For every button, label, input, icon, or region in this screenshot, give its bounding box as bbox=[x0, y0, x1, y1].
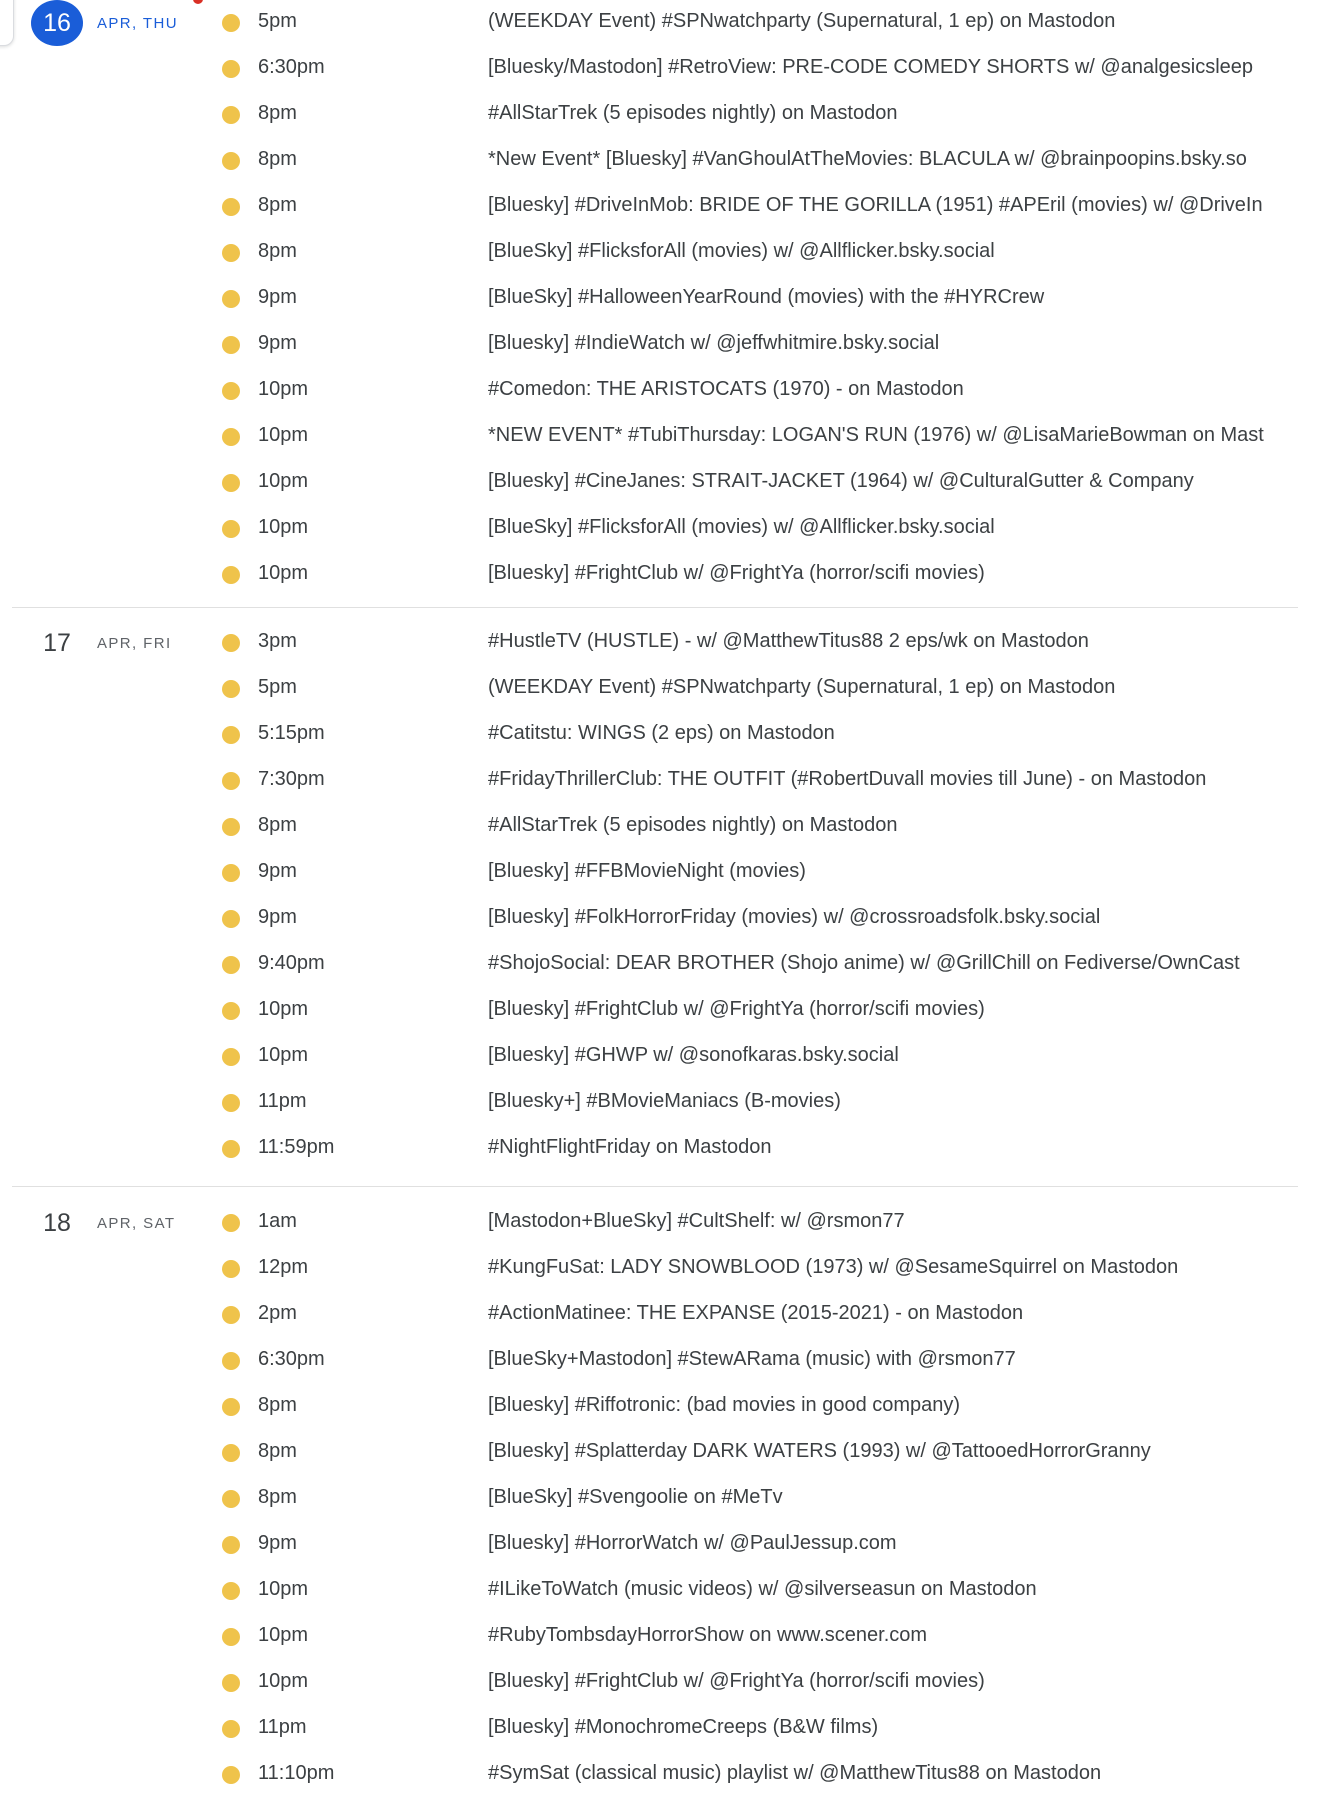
event-title: #Catitstu: WINGS (2 eps) on Mastodon bbox=[488, 722, 835, 744]
event-color-dot bbox=[222, 1536, 240, 1554]
event-row[interactable] bbox=[12, 552, 1298, 598]
event-title: [Bluesky] #CineJanes: STRAIT-JACKET (1964) w/ @CulturalGutter & Company bbox=[488, 470, 1194, 492]
event-color-dot bbox=[222, 1048, 240, 1066]
event-color-dot bbox=[222, 1444, 240, 1462]
event-title: [Bluesky] #FolkHorrorFriday (movies) w/ @crossroadsfolk.bsky.social bbox=[488, 906, 1101, 928]
event-time: 9pm bbox=[258, 906, 297, 928]
event-time: 10pm bbox=[258, 1624, 309, 1646]
event-time: 11:59pm bbox=[258, 1136, 335, 1158]
event-title: #FridayThrillerClub: THE OUTFIT (#RobertDuvall movies till June) - on Mastodon bbox=[488, 768, 1207, 790]
event-time: 10pm bbox=[258, 378, 309, 400]
event-title: [Bluesky] #FFBMovieNight (movies) bbox=[488, 860, 806, 882]
event-row[interactable] bbox=[12, 620, 1298, 666]
event-title: [Bluesky+] #BMovieManiacs (B-movies) bbox=[488, 1090, 841, 1112]
event-title: [BlueSky] #HalloweenYearRound (movies) with the #HYRCrew bbox=[488, 286, 1045, 308]
event-row[interactable] bbox=[12, 230, 1298, 276]
event-title: #Comedon: THE ARISTOCATS (1970) - on Mastodon bbox=[488, 378, 964, 400]
event-time: 10pm bbox=[258, 424, 309, 446]
event-title: [BlueSky] #Svengoolie on #MeTv bbox=[488, 1486, 783, 1508]
event-title: [BlueSky] #FlicksforAll (movies) w/ @Allflicker.bsky.social bbox=[488, 240, 995, 262]
event-title: *New Event* [Bluesky] #VanGhoulAtTheMovies: BLACULA w/ @brainpoopins.bsky.so bbox=[488, 148, 1247, 170]
event-row[interactable] bbox=[12, 184, 1298, 230]
event-title: #AllStarTrek (5 episodes nightly) on Mastodon bbox=[488, 102, 898, 124]
event-color-dot bbox=[222, 1002, 240, 1020]
event-time: 10pm bbox=[258, 1578, 309, 1600]
event-color-dot bbox=[222, 428, 240, 446]
event-row[interactable] bbox=[12, 0, 1298, 46]
event-time: 9pm bbox=[258, 332, 297, 354]
event-title: [Bluesky] #DriveInMob: BRIDE OF THE GORILLA (1951) #APEril (movies) w/ @DriveIn bbox=[488, 194, 1263, 216]
event-color-dot bbox=[222, 474, 240, 492]
event-time: 10pm bbox=[258, 562, 309, 584]
event-color-dot bbox=[222, 634, 240, 652]
event-row[interactable] bbox=[12, 322, 1298, 368]
event-title: #ActionMatinee: THE EXPANSE (2015-2021) - on Mastodon bbox=[488, 1302, 1024, 1324]
event-color-dot bbox=[222, 244, 240, 262]
event-time: 10pm bbox=[258, 1044, 309, 1066]
event-row[interactable] bbox=[12, 414, 1298, 460]
event-title: #HustleTV (HUSTLE) - w/ @MatthewTitus88 2 eps/wk on Mastodon bbox=[488, 630, 1089, 652]
event-row[interactable] bbox=[12, 1430, 1298, 1476]
event-title: #SymSat (classical music) playlist w/ @MatthewTitus88 on Mastodon bbox=[488, 1762, 1102, 1784]
event-title: #NightFlightFriday on Mastodon bbox=[488, 1136, 772, 1158]
event-title: #AllStarTrek (5 episodes nightly) on Mastodon bbox=[488, 814, 898, 836]
event-row[interactable] bbox=[12, 368, 1298, 414]
event-color-dot bbox=[222, 1490, 240, 1508]
day-label: APR, FRI bbox=[97, 634, 172, 652]
event-time: 12pm bbox=[258, 1256, 309, 1278]
event-time: 8pm bbox=[258, 1440, 297, 1462]
event-time: 5pm bbox=[258, 10, 297, 32]
event-row[interactable] bbox=[12, 1338, 1298, 1384]
event-time: 11pm bbox=[258, 1090, 307, 1112]
event-title: [Mastodon+BlueSky] #CultShelf: w/ @rsmon77 bbox=[488, 1210, 905, 1232]
event-time: 8pm bbox=[258, 814, 297, 836]
event-color-dot bbox=[222, 382, 240, 400]
event-row[interactable] bbox=[12, 712, 1298, 758]
day-number[interactable]: 16 bbox=[31, 0, 83, 46]
event-color-dot bbox=[222, 1260, 240, 1278]
day-label: APR, SAT bbox=[97, 1214, 176, 1232]
event-title: [Bluesky] #FrightClub w/ @FrightYa (horror/scifi movies) bbox=[488, 1670, 985, 1692]
event-color-dot bbox=[222, 1628, 240, 1646]
event-time: 5pm bbox=[258, 676, 297, 698]
event-row[interactable] bbox=[12, 1246, 1298, 1292]
event-color-dot bbox=[222, 956, 240, 974]
event-time: 6:30pm bbox=[258, 1348, 325, 1370]
event-time: 9pm bbox=[258, 286, 297, 308]
event-time: 1am bbox=[258, 1210, 297, 1232]
event-title: #ILikeToWatch (music videos) w/ @silverseasun on Mastodon bbox=[488, 1578, 1037, 1600]
event-time: 8pm bbox=[258, 102, 297, 124]
event-title: [Bluesky] #MonochromeCreeps (B&W films) bbox=[488, 1716, 879, 1738]
event-title: [Bluesky] #Splatterday DARK WATERS (1993) w/ @TattooedHorrorGranny bbox=[488, 1440, 1151, 1462]
event-row[interactable] bbox=[12, 506, 1298, 552]
event-color-dot bbox=[222, 566, 240, 584]
event-row[interactable] bbox=[12, 1080, 1298, 1126]
event-color-dot bbox=[222, 290, 240, 308]
day-label: APR, THU bbox=[97, 14, 178, 32]
event-row[interactable] bbox=[12, 988, 1298, 1034]
event-color-dot bbox=[222, 106, 240, 124]
event-time: 8pm bbox=[258, 240, 297, 262]
event-row[interactable] bbox=[12, 1126, 1298, 1172]
event-time: 10pm bbox=[258, 1670, 309, 1692]
event-row[interactable] bbox=[12, 1614, 1298, 1660]
event-time: 10pm bbox=[258, 998, 309, 1020]
day-divider bbox=[12, 607, 1298, 608]
event-color-dot bbox=[222, 1352, 240, 1370]
event-time: 8pm bbox=[258, 1486, 297, 1508]
event-row[interactable] bbox=[12, 1706, 1298, 1752]
event-title: [Bluesky] #FrightClub w/ @FrightYa (horror/scifi movies) bbox=[488, 562, 985, 584]
event-time: 11:10pm bbox=[258, 1762, 335, 1784]
event-color-dot bbox=[222, 1140, 240, 1158]
event-title: #RubyTombsdayHorrorShow on www.scener.com bbox=[488, 1624, 928, 1646]
event-title: *NEW EVENT* #TubiThursday: LOGAN'S RUN (1976) w/ @LisaMarieBowman on Mast bbox=[488, 424, 1264, 446]
event-color-dot bbox=[222, 864, 240, 882]
event-row[interactable] bbox=[12, 1522, 1298, 1568]
event-title: [Bluesky/Mastodon] #RetroView: PRE-CODE COMEDY SHORTS w/ @analgesicsleep bbox=[488, 56, 1254, 78]
event-row[interactable] bbox=[12, 850, 1298, 896]
event-time: 10pm bbox=[258, 470, 309, 492]
event-color-dot bbox=[222, 1720, 240, 1738]
event-time: 9:40pm bbox=[258, 952, 325, 974]
event-time: 2pm bbox=[258, 1302, 297, 1324]
event-row[interactable] bbox=[12, 1292, 1298, 1338]
event-row[interactable] bbox=[12, 896, 1298, 942]
event-color-dot bbox=[222, 198, 240, 216]
event-color-dot bbox=[222, 1766, 240, 1784]
event-row[interactable] bbox=[12, 1752, 1298, 1798]
event-title: (WEEKDAY Event) #SPNwatchparty (Supernatural, 1 ep) on Mastodon bbox=[488, 676, 1116, 698]
event-color-dot bbox=[222, 1214, 240, 1232]
event-title: [Bluesky] #FrightClub w/ @FrightYa (horror/scifi movies) bbox=[488, 998, 985, 1020]
day-number[interactable]: 17 bbox=[43, 628, 71, 657]
event-row[interactable] bbox=[12, 758, 1298, 804]
day-divider bbox=[12, 1186, 1298, 1187]
event-time: 7:30pm bbox=[258, 768, 325, 790]
event-time: 8pm bbox=[258, 148, 297, 170]
event-color-dot bbox=[222, 1398, 240, 1416]
event-title: [Bluesky] #HorrorWatch w/ @PaulJessup.com bbox=[488, 1532, 897, 1554]
event-color-dot bbox=[222, 910, 240, 928]
event-color-dot bbox=[222, 336, 240, 354]
event-row[interactable] bbox=[12, 804, 1298, 850]
event-title: #KungFuSat: LADY SNOWBLOOD (1973) w/ @SesameSquirrel on Mastodon bbox=[488, 1256, 1179, 1278]
event-row[interactable] bbox=[12, 276, 1298, 322]
event-title: [Bluesky] #Riffotronic: (bad movies in good company) bbox=[488, 1394, 961, 1416]
event-row[interactable] bbox=[12, 92, 1298, 138]
event-row[interactable] bbox=[12, 666, 1298, 712]
event-color-dot bbox=[222, 60, 240, 78]
event-color-dot bbox=[222, 152, 240, 170]
event-row[interactable] bbox=[12, 1568, 1298, 1614]
event-color-dot bbox=[222, 726, 240, 744]
event-row[interactable] bbox=[12, 1476, 1298, 1522]
event-color-dot bbox=[222, 1306, 240, 1324]
event-time: 11pm bbox=[258, 1716, 307, 1738]
event-time: 9pm bbox=[258, 860, 297, 882]
event-time: 6:30pm bbox=[258, 56, 325, 78]
event-time: 3pm bbox=[258, 630, 297, 652]
event-title: [Bluesky] #IndieWatch w/ @jeffwhitmire.bsky.social bbox=[488, 332, 940, 354]
event-title: [BlueSky] #FlicksforAll (movies) w/ @Allflicker.bsky.social bbox=[488, 516, 995, 538]
event-color-dot bbox=[222, 1674, 240, 1692]
event-row[interactable] bbox=[12, 942, 1298, 988]
event-color-dot bbox=[222, 1094, 240, 1112]
event-row[interactable] bbox=[12, 460, 1298, 506]
event-row[interactable] bbox=[12, 138, 1298, 184]
event-title: [BlueSky+Mastodon] #StewARama (music) with @rsmon77 bbox=[488, 1348, 1016, 1370]
event-row[interactable] bbox=[12, 46, 1298, 92]
day-number[interactable]: 18 bbox=[43, 1208, 71, 1237]
event-color-dot bbox=[222, 14, 240, 32]
event-time: 5:15pm bbox=[258, 722, 325, 744]
event-title: #ShojoSocial: DEAR BROTHER (Shojo anime) w/ @GrillChill on Fediverse/OwnCast bbox=[488, 952, 1240, 974]
event-time: 10pm bbox=[258, 516, 309, 538]
event-color-dot bbox=[222, 772, 240, 790]
event-time: 8pm bbox=[258, 194, 297, 216]
event-title: (WEEKDAY Event) #SPNwatchparty (Supernatural, 1 ep) on Mastodon bbox=[488, 10, 1116, 32]
event-color-dot bbox=[222, 1582, 240, 1600]
event-color-dot bbox=[222, 520, 240, 538]
event-row[interactable] bbox=[12, 1034, 1298, 1080]
event-time: 9pm bbox=[258, 1532, 297, 1554]
event-color-dot bbox=[222, 680, 240, 698]
event-color-dot bbox=[222, 818, 240, 836]
event-time: 8pm bbox=[258, 1394, 297, 1416]
event-row[interactable] bbox=[12, 1200, 1298, 1246]
event-row[interactable] bbox=[12, 1384, 1298, 1430]
event-title: [Bluesky] #GHWP w/ @sonofkaras.bsky.social bbox=[488, 1044, 899, 1066]
event-row[interactable] bbox=[12, 1660, 1298, 1706]
